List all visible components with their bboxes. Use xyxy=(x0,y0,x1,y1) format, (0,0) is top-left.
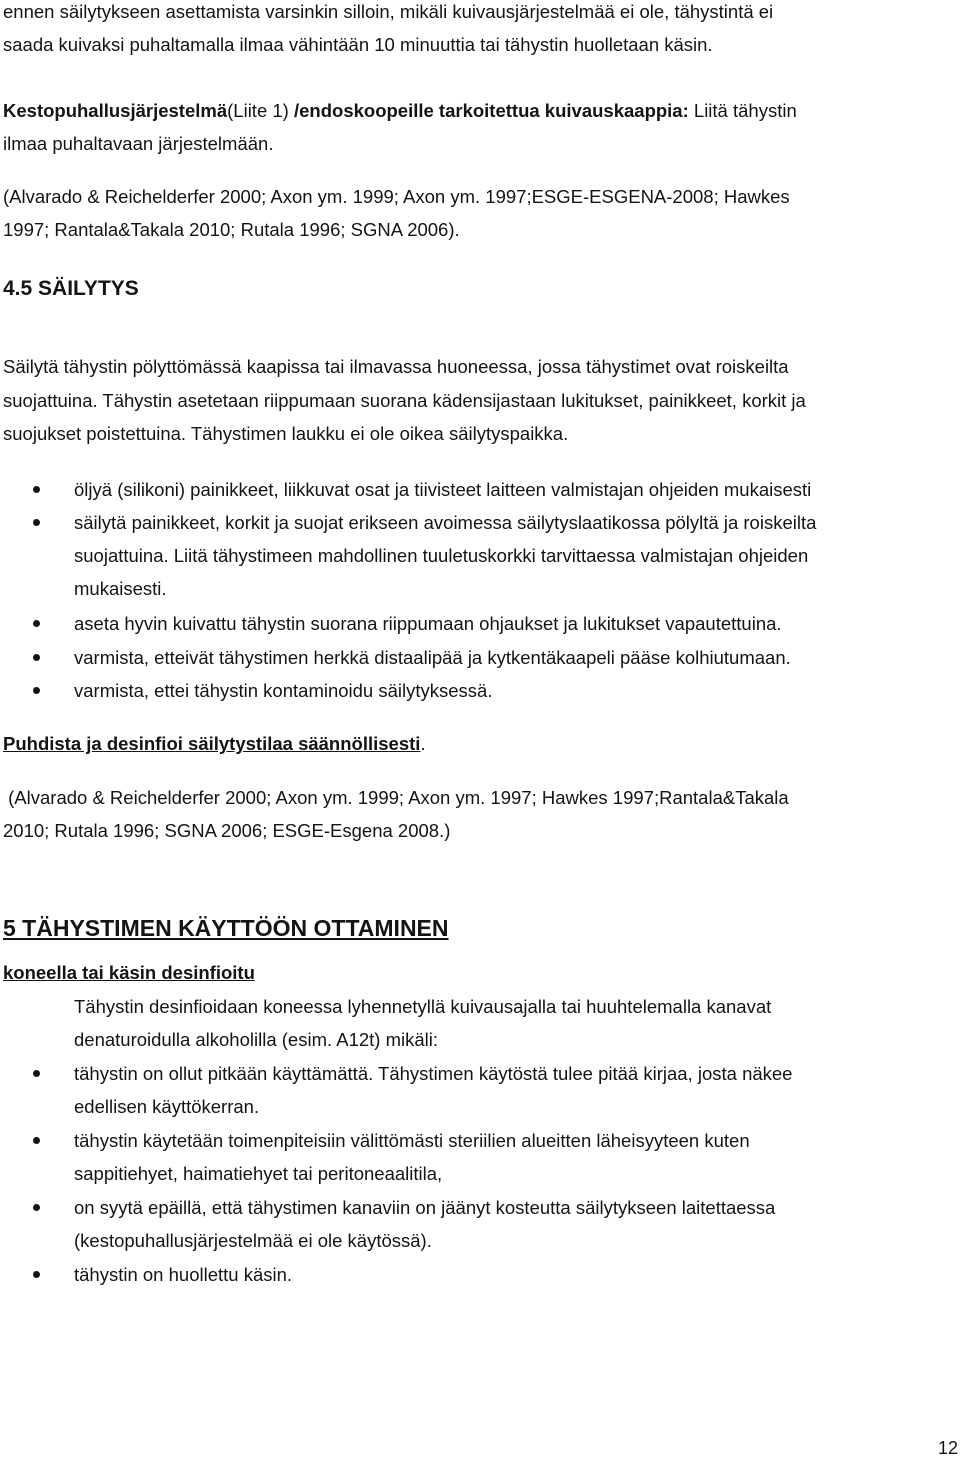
clean-note xyxy=(3,732,426,756)
bullet-marker xyxy=(33,1271,40,1278)
section-45-bullet-1: öljyä (silikoni) painikkeet, liikkuvat osat ja tiivisteet laitteen valmistajan ohjeiden mukaisesti xyxy=(74,479,812,500)
section-5-bullet-3-line-2: (kestopuhallusjärjestelmää ei ole käytössä). xyxy=(74,1230,432,1251)
ref1-part-b: 1997;ESGE-ESGENA-2008; Hawkes xyxy=(485,186,790,207)
page-number: 12 xyxy=(938,1438,959,1458)
section-45-bullet-2-line-3: mukaisesti. xyxy=(74,578,167,599)
bullet-marker xyxy=(33,687,40,694)
section-45-bullet-2-line-1: säilytä painikkeet, korkit ja suojat erikseen avoimessa säilytyslaatikossa pölyltä ja roiskeilta xyxy=(74,512,817,533)
section-5-bullet-3-line-1: on syytä epäillä, että tähystimen kanaviin on jäänyt kosteutta säilytykseen laitettaessa xyxy=(74,1197,776,1218)
ref1-part-a: (Alvarado & Reichelderfer 2000; Axon ym. 1999; Axon ym. xyxy=(3,186,486,207)
clean-note-text: Puhdista ja desinfioi säilytystilaa säännöllisesti xyxy=(3,733,421,754)
bullet-marker xyxy=(33,1204,40,1211)
section-45-bullet-3: aseta hyvin kuivattu tähystin suorana riippumaan ohjaukset ja lukitukset vapautettuina. xyxy=(74,613,782,634)
section-45-bullet-5: varmista, ettei tähystin kontaminoidu säilytyksessä. xyxy=(74,680,493,701)
bullet-marker xyxy=(33,654,40,661)
intro-line-1: ennen säilytykseen asettamista varsinkin silloin, mikäli kuivausjärjestelmää ei ole, tähystintä ei xyxy=(3,1,774,22)
section-45-para-line-1: Säilytä tähystin pölyttömässä kaapissa tai ilmavassa huoneessa, jossa tähystimet ovat roiskeilta xyxy=(3,356,789,377)
bullet-marker xyxy=(33,1070,40,1077)
section-5-bullet-2-line-2: sappitiehyet, haimatiehyet tai peritoneaalitila, xyxy=(74,1163,443,1184)
clean-note-period: . xyxy=(420,733,426,754)
bullet-marker xyxy=(33,486,40,493)
kesto-liite: (Liite 1) xyxy=(227,100,289,121)
section-45-heading: 4.5 SÄILYTYS xyxy=(3,277,139,300)
kesto-mid: /endoskoopeille tarkoitettua kuivauskaappia: xyxy=(288,100,689,121)
section-5-bullet-1-line-2: edellisen käyttökerran. xyxy=(74,1096,260,1117)
bullet-marker xyxy=(33,620,40,627)
kesto-line-1 xyxy=(3,99,797,123)
section-45-para-line-3: suojukset poistettuina. Tähystimen laukku ei ole oikea säilytyspaikka. xyxy=(3,423,569,444)
kesto-term: Kestopuhallusjärjestelmä xyxy=(3,100,228,121)
kesto-line-2: ilmaa puhaltavaan järjestelmään. xyxy=(3,133,274,154)
section-5-bullet-2-line-1: tähystin käytetään toimenpiteisiin välittömästi steriilien alueitten läheisyyteen kuten xyxy=(74,1130,750,1151)
section-45-bullet-2-line-2: suojattuina. Liitä tähystimeen mahdollinen tuuletuskorkki tarvittaessa valmistajan ohjeiden xyxy=(74,545,809,566)
ref2-line-1: (Alvarado & Reichelderfer 2000; Axon ym. 1999; Axon ym. 1997; Hawkes 1997;Rantala&Takala xyxy=(3,787,789,808)
kesto-rest: Liitä tähystin xyxy=(688,100,797,121)
ref1-line-1 xyxy=(3,185,790,209)
section-5-bullet-4: tähystin on huollettu käsin. xyxy=(74,1264,293,1285)
section-5-bullet-1-line-1: tähystin on ollut pitkään käyttämättä. Tähystimen käytöstä tulee pitää kirjaa, josta näkee xyxy=(74,1063,793,1084)
section-5-para-line-2: denaturoidulla alkoholilla (esim. A12t) mikäli: xyxy=(74,1029,439,1050)
section-45-bullet-4: varmista, etteivät tähystimen herkkä distaalipää ja kytkentäkaapeli pääse kolhiutumaan. xyxy=(74,647,791,668)
bullet-marker xyxy=(33,1137,40,1144)
bullet-marker xyxy=(33,519,40,526)
section-5-para-line-1: Tähystin desinfioidaan koneessa lyhennetyllä kuivausajalla tai huuhtelemalla kanavat xyxy=(74,996,772,1017)
section-5-subheading: koneella tai käsin desinfioitu xyxy=(3,962,255,983)
intro-line-2: saada kuivaksi puhaltamalla ilmaa vähintään 10 minuuttia tai tähystin huolletaan käsin. xyxy=(3,34,713,55)
ref2-line-2: 2010; Rutala 1996; SGNA 2006; ESGE-Esgena 2008.) xyxy=(3,820,451,841)
ref1-line-2: 1997; Rantala&Takala 2010; Rutala 1996; SGNA 2006). xyxy=(3,219,460,240)
section-45-para-line-2: suojattuina. Tähystin asetetaan riippumaan suorana kädensijastaan lukitukset, painikkeet, korkit ja xyxy=(3,390,806,411)
section-5-heading: 5 TÄHYSTIMEN KÄYTTÖÖN OTTAMINEN xyxy=(3,915,449,941)
